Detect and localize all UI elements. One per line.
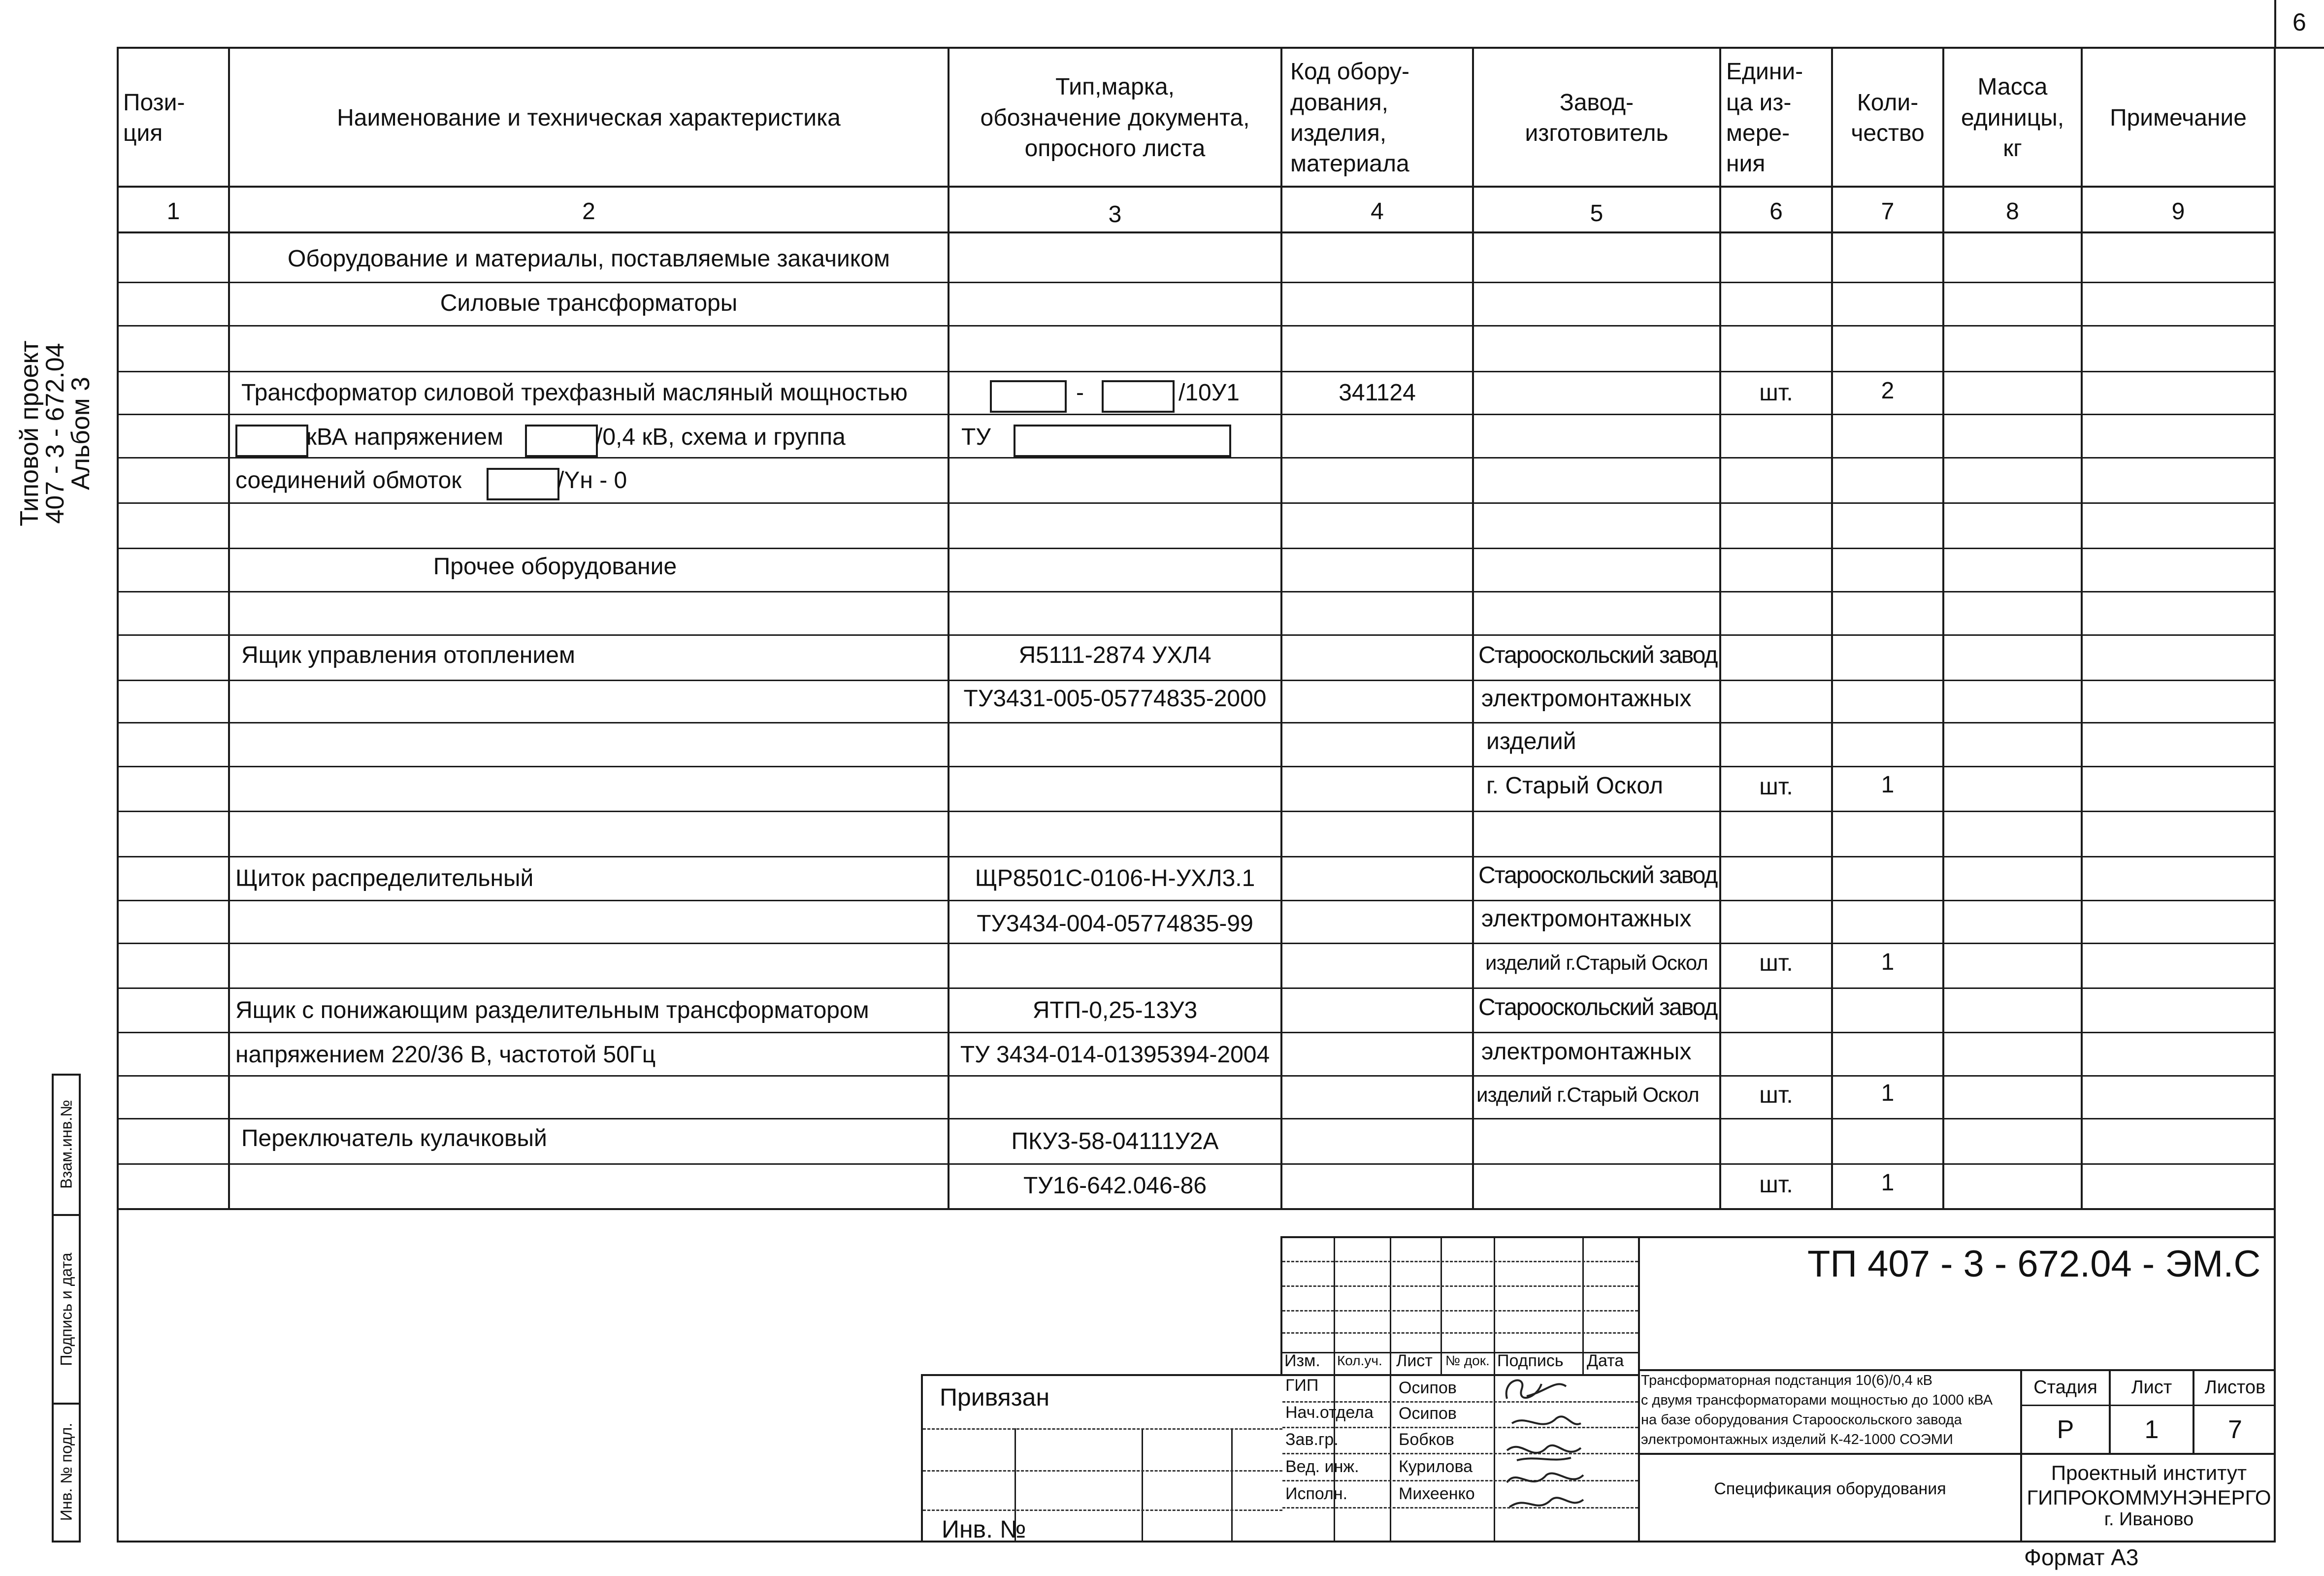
side-inv: Инв. № подл.: [57, 1422, 75, 1521]
isolating-transformer-box-name: Ящик с понижающим разделительным трансформатором: [235, 997, 869, 1023]
name-head-dept: Осипов: [1399, 1404, 1457, 1423]
kva-blank: [235, 425, 308, 457]
col-number-1: 1: [166, 198, 180, 225]
windings-label: соединений обмоток: [235, 467, 462, 493]
cam-switch-qty: 1: [1881, 1170, 1895, 1196]
cam-switch-tu: ТУ16-642.046-86: [1023, 1173, 1207, 1199]
side-project-line1: Типовой проект: [15, 340, 44, 526]
isolating-transformer-box-maker-1: Старооскольский завод: [1478, 994, 1717, 1020]
doc-code: ТП 407 - 3 - 672.04 - ЭМ.С: [1807, 1243, 2261, 1285]
stamp-col-koluch: Кол.уч.: [1337, 1353, 1382, 1368]
heating-box-type: Я5111-2874 УХЛ4: [1018, 642, 1211, 668]
stamp-col-doc: № док.: [1445, 1353, 1490, 1368]
distribution-board-maker-3: изделий г.Старый Оскол: [1485, 951, 1708, 974]
col-number-4: 4: [1371, 198, 1384, 225]
row-power-transformers-heading: Силовые трансформаторы: [440, 290, 738, 316]
sheets-value: 7: [2228, 1415, 2242, 1444]
inv-number-label: Инв. №: [942, 1515, 1026, 1543]
isolating-transformer-box-unit: шт.: [1759, 1082, 1793, 1108]
windings-blank: [487, 468, 559, 500]
role-gip: ГИП: [1285, 1376, 1319, 1395]
heating-box-maker-1: Старооскольский завод: [1478, 642, 1717, 668]
name-lead-engineer: Курилова: [1399, 1457, 1473, 1476]
heating-box-unit: шт.: [1759, 774, 1793, 800]
sheet-number: 6: [2292, 8, 2306, 36]
description-line-4: электромонтажных изделий К-42-1000 СОЭМИ: [1641, 1432, 1953, 1447]
sheet-title: Спецификация оборудования: [1714, 1479, 1946, 1498]
sheet-value: 1: [2144, 1415, 2159, 1444]
transformer-kv-label: /0,4 кВ, схема и группа: [596, 424, 846, 450]
col-number-8: 8: [2006, 198, 2019, 225]
stamp-col-list: Лист: [1396, 1351, 1433, 1370]
isolating-transformer-box-maker-2: электромонтажных: [1481, 1039, 1692, 1065]
role-group-head: Зав.гр.: [1285, 1430, 1339, 1449]
name-executor: Михеенко: [1399, 1484, 1475, 1503]
header-code: Код обору- дования, изделия, материала: [1290, 59, 1409, 177]
transformer-name: Трансформатор силовой трехфазный масляный мощностью: [241, 380, 908, 406]
distribution-board-name: Щиток распределительный: [235, 865, 534, 891]
distribution-board-maker-2: электромонтажных: [1481, 906, 1692, 932]
role-lead-engineer: Вед. инж.: [1285, 1457, 1359, 1476]
transformer-code: 341124: [1339, 380, 1416, 406]
header-type: Тип,марка, обозначение документа, опросного листа: [980, 74, 1250, 162]
sheets-label: Листов: [2204, 1377, 2266, 1398]
col-number-9: 9: [2171, 198, 2185, 225]
cam-switch-unit: шт.: [1759, 1172, 1793, 1198]
voltage-blank: [525, 425, 598, 457]
sheet-label: Лист: [2131, 1377, 2172, 1398]
transformer-type-blank-1: [990, 380, 1067, 413]
heating-box-qty: 1: [1881, 772, 1895, 798]
stamp-col-izm: Изм.: [1284, 1351, 1320, 1370]
role-head-dept: Нач.отдела: [1285, 1403, 1374, 1422]
heating-box-maker-4: г. Старый Оскол: [1486, 773, 1663, 799]
org-line-1: Проектный институт: [2051, 1461, 2247, 1484]
org-line-2: ГИПРОКОММУНЭНЕРГО: [2027, 1486, 2271, 1509]
heating-box-tu: ТУ3431-005-05774835-2000: [963, 686, 1267, 712]
header-note: Примечание: [2110, 104, 2247, 131]
header-mass: Масса единицы, кг: [1961, 74, 2064, 162]
side-project-line3: Альбом 3: [66, 377, 95, 490]
row-supplied-by-customer: Оборудование и материалы, поставляемые закачиком: [287, 246, 890, 272]
transformer-type-dash: -: [1076, 380, 1084, 406]
heating-box-name: Ящик управления отоплением: [241, 642, 575, 668]
transformer-type-blank-2: [1102, 380, 1175, 413]
distribution-board-maker-1: Старооскольский завод: [1478, 862, 1717, 888]
privyazan-label: Привязан: [940, 1383, 1050, 1411]
cam-switch-name: Переключатель кулачковый: [241, 1125, 547, 1151]
distribution-board-tu: ТУ3434-004-05774835-99: [977, 911, 1253, 937]
transformer-unit: шт.: [1759, 380, 1793, 406]
windings-suffix: /Yн - 0: [557, 467, 627, 493]
col-number-2: 2: [582, 198, 595, 225]
header-maker: Завод- изготовитель: [1525, 89, 1669, 146]
isolating-transformer-box-type: ЯТП-0,25-13У3: [1032, 997, 1198, 1023]
transformer-tu-label: ТУ: [961, 424, 991, 450]
side-vzam: Взам.инв.№: [57, 1100, 75, 1189]
transformer-qty: 2: [1881, 378, 1895, 404]
side-project-line2: 407 - 3 - 672.04: [41, 343, 69, 524]
header-position: Пози- ция: [123, 89, 185, 146]
signatures: [1497, 1369, 1591, 1517]
header-unit: Едини- ца из- мере- ния: [1726, 59, 1803, 177]
other-equipment-heading: Прочее оборудование: [433, 554, 677, 580]
stage-label: Стадия: [2033, 1377, 2097, 1398]
name-group-head: Бобков: [1399, 1430, 1454, 1449]
transformer-kva-label: кВА напряжением: [306, 424, 503, 450]
side-podpis: Подпись и дата: [57, 1252, 75, 1366]
description-line-2: с двумя трансформаторами мощностью до 1000 кВА: [1641, 1392, 1993, 1408]
heating-box-maker-2: электромонтажных: [1481, 686, 1692, 712]
isolating-transformer-box-maker-3: изделий г.Старый Оскол: [1476, 1083, 1699, 1106]
stamp-col-signature: Подпись: [1497, 1351, 1564, 1370]
tu-blank: [1014, 425, 1231, 457]
header-quantity: Коли- чество: [1851, 89, 1925, 146]
col-number-7: 7: [1881, 198, 1895, 225]
description-line-1: Трансформаторная подстанция 10(6)/0,4 кВ: [1641, 1373, 1932, 1388]
role-executor: Исполн.: [1285, 1484, 1348, 1503]
stamp-col-date: Дата: [1587, 1351, 1624, 1370]
format-label: Формат А3: [2024, 1544, 2139, 1570]
isolating-transformer-box-qty: 1: [1881, 1080, 1895, 1106]
distribution-board-unit: шт.: [1759, 950, 1793, 976]
description-line-3: на базе оборудования Старооскольского завода: [1641, 1412, 1962, 1428]
transformer-type-suffix: /10У1: [1178, 380, 1240, 406]
col-number-3: 3: [1108, 201, 1122, 228]
isolating-transformer-voltage: напряжением 220/36 В, частотой 50Гц: [235, 1042, 656, 1068]
distribution-board-qty: 1: [1881, 949, 1895, 975]
heating-box-maker-3: изделий: [1486, 728, 1576, 755]
cam-switch-type: ПКУ3-58-04111У2А: [1011, 1128, 1219, 1154]
col-number-6: 6: [1769, 198, 1783, 225]
distribution-board-type: ЩР8501С-0106-Н-УХЛ3.1: [975, 865, 1255, 891]
header-name: Наименование и техническая характеристика: [337, 104, 841, 131]
isolating-transformer-box-tu: ТУ 3434-014-01395394-2004: [960, 1042, 1270, 1068]
col-number-5: 5: [1590, 200, 1604, 227]
name-gip: Осипов: [1399, 1379, 1457, 1397]
org-line-3: г. Иваново: [2104, 1509, 2194, 1530]
stage-value: Р: [2057, 1415, 2074, 1444]
